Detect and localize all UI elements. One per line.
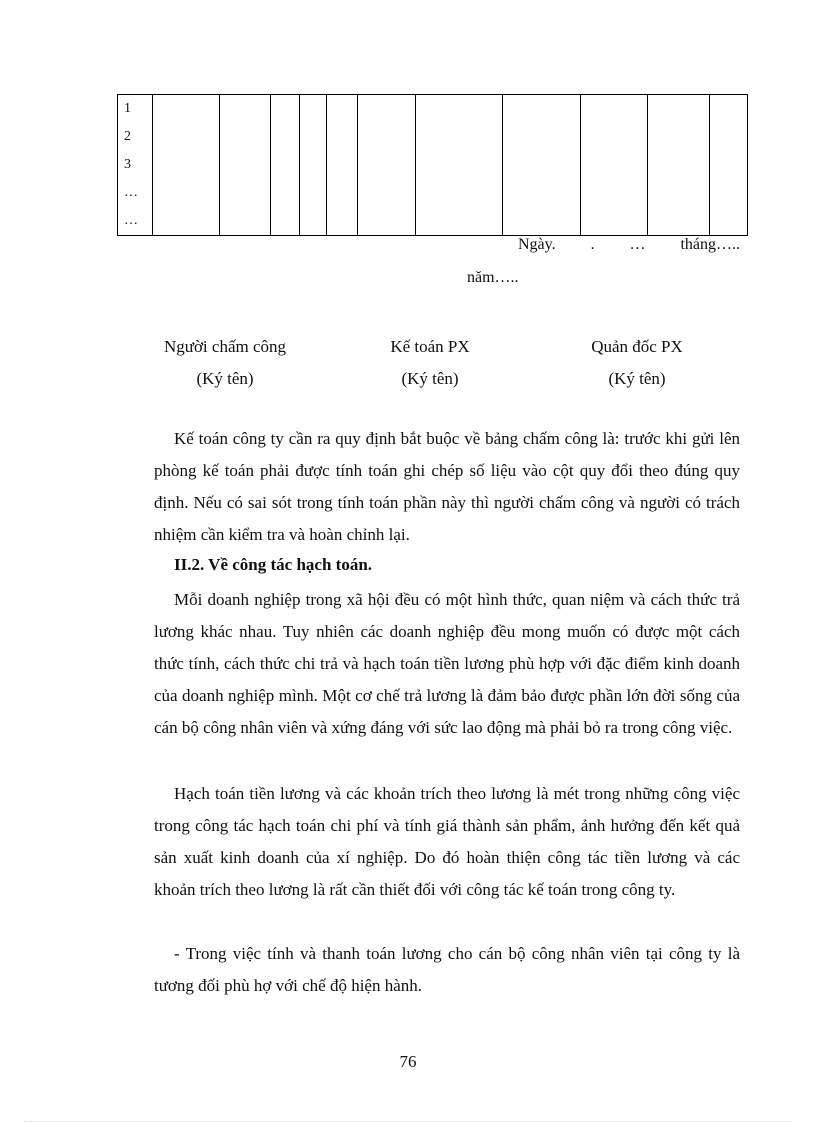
table-cell [710, 95, 748, 236]
signature-note: (Ký tên) [608, 369, 666, 388]
signature-note: (Ký tên) [401, 369, 459, 388]
date-ellipsis: … [629, 236, 646, 253]
timesheet-table [117, 94, 748, 236]
table-cell [153, 95, 220, 236]
table-cell [358, 95, 416, 236]
signature-note: (Ký tên) [196, 369, 254, 388]
section-heading: II.2. Về công tác hạch toán. [174, 555, 373, 574]
row-number: … [124, 185, 138, 200]
row-number-column [118, 95, 153, 236]
row-number: 3 [124, 157, 131, 172]
date-day: Ngày. [518, 236, 556, 253]
table-row [118, 95, 748, 236]
signature-role: Quản đốc PX [591, 337, 683, 356]
signature-role: Người chấm công [163, 337, 287, 356]
date-year: năm….. [467, 269, 519, 286]
paragraph-wage-accounting: Hạch toán tiền lương và các khoản trích theo lương là mét trong những công việc trong công tác hạch toán chi phí và tính giá thành sản phẩm, ảnh hưởng đến kết quả sản xuất kinh doanh của xí nghiệp. Do đó hoàn thiện công tác tiền lương và các khoản trích theo lương là rất cần thiết đối với công tác kế toán trong công ty. [154, 784, 740, 899]
row-number: … [124, 213, 138, 228]
date-line [518, 236, 740, 254]
row-number: 1 [124, 101, 131, 116]
paragraph-wage-payment: - Trong việc tính và thanh toán lương cho cán bộ công nhân viên tại công ty là tương đối phù hợ với chế độ hiện hành. [154, 944, 740, 995]
table-cell [271, 95, 300, 236]
table-cell [648, 95, 710, 236]
signature-role: Kế toán PX [390, 337, 470, 356]
signature-accountant [330, 331, 530, 395]
table-cell [416, 95, 503, 236]
table-cell [300, 95, 327, 236]
date-month: tháng….. [680, 236, 740, 253]
paragraph-timesheet-rule: Kế toán công ty cần ra quy định bắt buộc về bảng chấm công là: trước khi gửi lên phòng kế toán phải được tính toán ghi chép số liệu vào cột quy đổi theo đúng quy định. Nếu có sai sót trong tính toán phần này thì người chấm công và người có trách nhiệm cần kiểm tra và hoàn chỉnh lại. [154, 429, 740, 544]
signature-timekeeper [125, 331, 325, 395]
signature-foreman [537, 331, 737, 395]
date-dot: . [590, 236, 595, 253]
table-cell [220, 95, 271, 236]
row-number: 2 [124, 129, 131, 144]
page-number: 76 [399, 1052, 417, 1071]
page-bottom-rule [24, 1121, 792, 1122]
table-cell [503, 95, 581, 236]
table-cell [327, 95, 358, 236]
paragraph-wage-methods: Mỗi doanh nghiệp trong xã hội đều có một hình thức, quan niệm và cách thức trả lương khác nhau. Tuy nhiên các doanh nghiệp đều mong muốn có được một cách thức tính, cách thức chi trả và hạch toán tiền lương phù hợp với đặc điểm kinh doanh của doanh nghiệp mình. Một cơ chế trả lương là đảm bảo được phần lớn đời sống của cán bộ công nhân viên và xứng đáng với sức lao động mà phải bỏ ra trong công việc. [154, 590, 740, 737]
table-cell [581, 95, 648, 236]
